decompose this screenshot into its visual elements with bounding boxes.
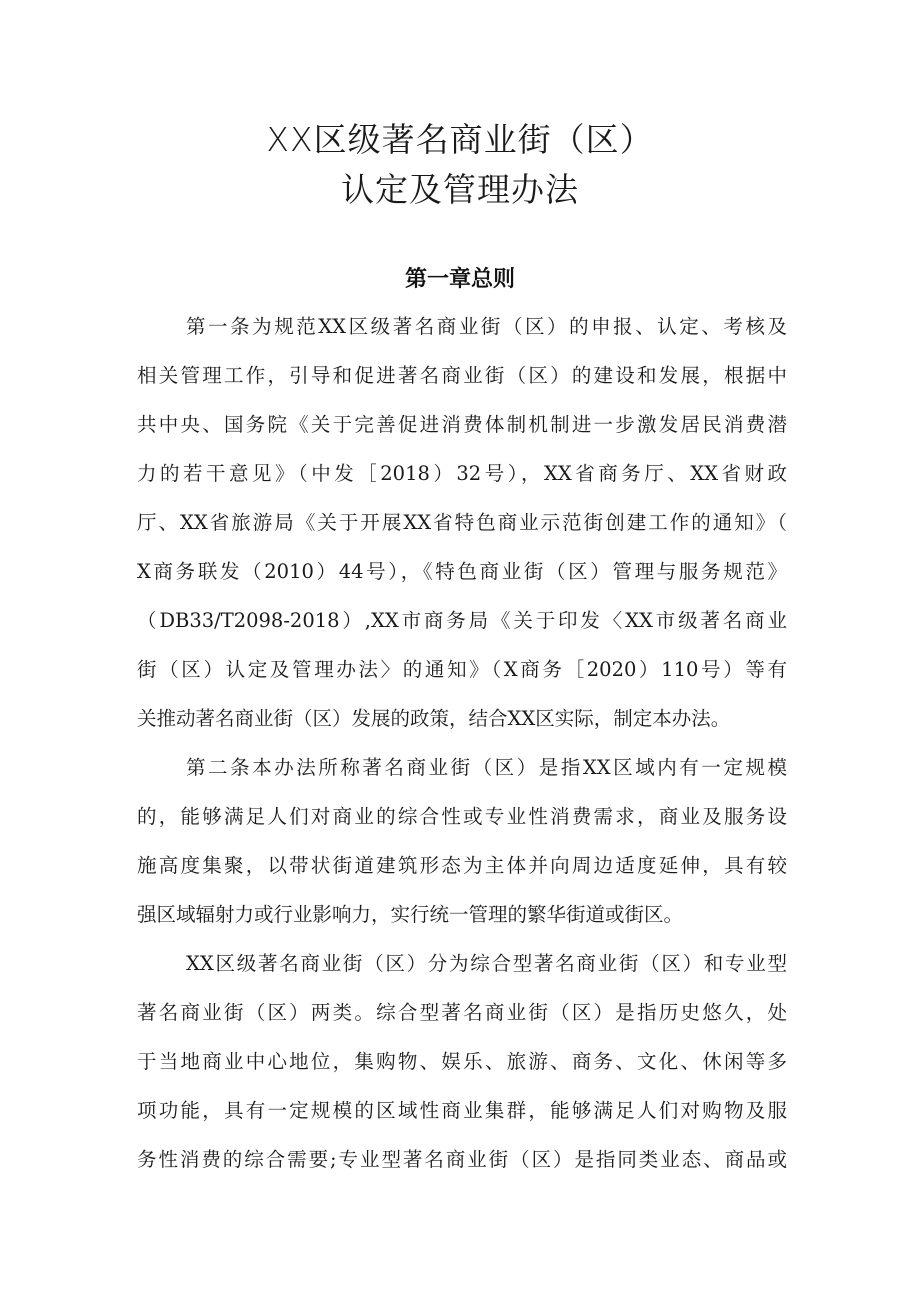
- body-line: 力的若干意见》（中发［2018）32号），XX省商务厅、XX省财政: [137, 462, 787, 485]
- body-line: 于当地商业中心地位，集购物、娱乐、旅游、商务、文化、休闲等多: [137, 1050, 787, 1073]
- body-line: 街（区）认定及管理办法〉的通知》（X商务［2020）110号）等有: [137, 658, 787, 681]
- body-line: 务性消费的综合需要;专业型著名商业街（区）是指同类业态、商品或: [137, 1148, 787, 1171]
- chapter-heading: 第一章总则: [404, 267, 515, 292]
- body-line: XX区级著名商业街（区）分为综合型著名商业街（区）和专业型: [186, 952, 787, 975]
- body-line: 共中央、国务院《关于完善促进消费体制机制进一步激发居民消费潜: [137, 413, 787, 436]
- body-line: 施高度集聚，以带状街道建筑形态为主体并向周边适度延伸，具有较: [137, 854, 787, 877]
- body-line: 厅、XX省旅游局《关于开展XX省特色商业示范街创建工作的通知》（: [137, 511, 787, 534]
- body-line: 相关管理工作，引导和促进著名商业街（区）的建设和发展，根据中: [137, 364, 787, 387]
- body-line: 的，能够满足人们对商业的综合性或专业性消费需求，商业及服务设: [137, 805, 787, 828]
- document-title-line-1: XX区级著名商业街（区）: [266, 120, 654, 159]
- body-line: X商务联发（2010）44号），《特色商业街（区）管理与服务规范》: [137, 560, 787, 583]
- body-line: 关推动著名商业街（区）发展的政策，结合XX区实际，制定本办法。: [137, 707, 731, 730]
- document-title-line-2: 认定及管理办法: [341, 170, 579, 209]
- body-line: （DB33/T2098-2018）,XX市商务局《关于印发〈XX市级著名商业: [137, 609, 787, 632]
- body-line: 著名商业街（区）两类。综合型著名商业街（区）是指历史悠久，处: [137, 1001, 787, 1024]
- body-line: 第二条本办法所称著名商业街（区）是指XX区域内有一定规模: [186, 756, 787, 779]
- body-line: 项功能，具有一定规模的区域性商业集群，能够满足人们对购物及服: [137, 1099, 787, 1122]
- body-line: 第一条为规范XX区级著名商业街（区）的申报、认定、考核及: [186, 315, 787, 338]
- body-line: 强区域辐射力或行业影响力，实行统一管理的繁华街道或街区。: [137, 903, 684, 926]
